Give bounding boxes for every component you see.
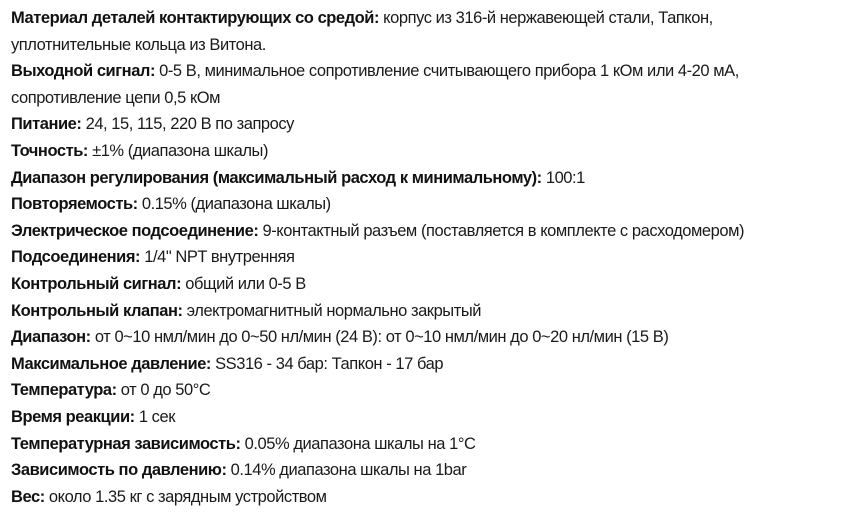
spec-row-output-signal-cont xyxy=(11,85,847,112)
spec-row-temperature-dependence xyxy=(11,431,847,458)
spec-value: 0-5 В, минимальное сопротивление считывающего прибора 1 кОм или 4-20 мА, xyxy=(155,62,739,81)
spec-value: электромагнитный нормально закрытый xyxy=(182,301,481,320)
spec-row-control-valve xyxy=(11,298,847,325)
spec-label: Диапазон: xyxy=(11,328,91,347)
spec-row-output-signal xyxy=(11,58,847,85)
spec-label: Температура: xyxy=(11,381,117,400)
spec-value: 9-контактный разъем (поставляется в комплекте с расходомером) xyxy=(258,221,745,240)
spec-value: 0.15% (диапазона шкалы) xyxy=(137,195,331,214)
spec-label: Точность: xyxy=(11,141,88,160)
spec-label: Материал деталей контактирующих со средой: xyxy=(11,9,380,27)
spec-row-repeatability xyxy=(11,191,847,218)
spec-row-range xyxy=(11,324,847,351)
spec-value: корпус из 316-й нержавеющей стали, Тапкон, xyxy=(379,9,713,27)
spec-value: около 1.35 кг с зарядным устройством xyxy=(44,487,327,506)
spec-label: Контрольный клапан: xyxy=(11,301,183,320)
spec-label: Выходной сигнал: xyxy=(11,62,155,81)
spec-row-control-signal xyxy=(11,271,847,298)
spec-label: Контрольный сигнал: xyxy=(11,274,182,293)
spec-row-fittings xyxy=(11,244,847,271)
spec-value: сопротивление цепи 0,5 кОм xyxy=(11,88,220,107)
spec-label: Время реакции: xyxy=(11,407,135,426)
spec-row-wetted-materials-cont xyxy=(11,32,847,59)
spec-value: 0.14% диапазона шкалы на 1bar xyxy=(226,461,467,480)
spec-label: Вес: xyxy=(11,487,45,506)
spec-label: Питание: xyxy=(11,115,82,134)
spec-value: 1 сек xyxy=(134,407,175,426)
spec-row-wetted-materials xyxy=(11,5,847,32)
spec-value: ±1% (диапазона шкалы) xyxy=(87,141,268,160)
spec-label: Повторяемость: xyxy=(11,195,138,214)
spec-value: 24, 15, 115, 220 В по запросу xyxy=(81,115,294,134)
spec-value: от 0~10 нмл/мин до 0~50 нл/мин (24 В): от 0~10 нмл/мин до 0~20 нл/мин (15 В) xyxy=(90,328,669,347)
spec-row-response-time xyxy=(11,404,847,431)
spec-row-pressure-dependence xyxy=(11,457,847,484)
spec-label: Зависимость по давлению: xyxy=(11,461,227,480)
spec-row-weight xyxy=(11,484,847,511)
spec-value: от 0 до 50°C xyxy=(116,381,211,400)
spec-label: Температурная зависимость: xyxy=(11,434,241,453)
spec-row-max-pressure xyxy=(11,351,847,378)
spec-value: уплотнительные кольца из Витона. xyxy=(11,35,266,54)
spec-value: 100:1 xyxy=(541,168,585,187)
spec-row-electrical-connection xyxy=(11,218,847,245)
spec-value: общий или 0-5 В xyxy=(181,274,306,293)
spec-value: SS316 - 34 бар: Тапкон - 17 бар xyxy=(210,354,444,373)
spec-value: 0.05% диапазона шкалы на 1°C xyxy=(240,434,476,453)
spec-value: 1/4" NPT внутренняя xyxy=(140,248,295,267)
spec-label: Электрическое подсоединение: xyxy=(11,221,259,240)
spec-label: Подсоединения: xyxy=(11,248,141,267)
spec-label: Максимальное давление: xyxy=(11,354,211,373)
spec-label: Диапазон регулирования (максимальный расход к минимальному): xyxy=(11,168,542,187)
spec-row-power xyxy=(11,111,847,138)
spec-row-accuracy xyxy=(11,138,847,165)
spec-row-turndown xyxy=(11,165,847,192)
spec-row-temperature xyxy=(11,377,847,404)
